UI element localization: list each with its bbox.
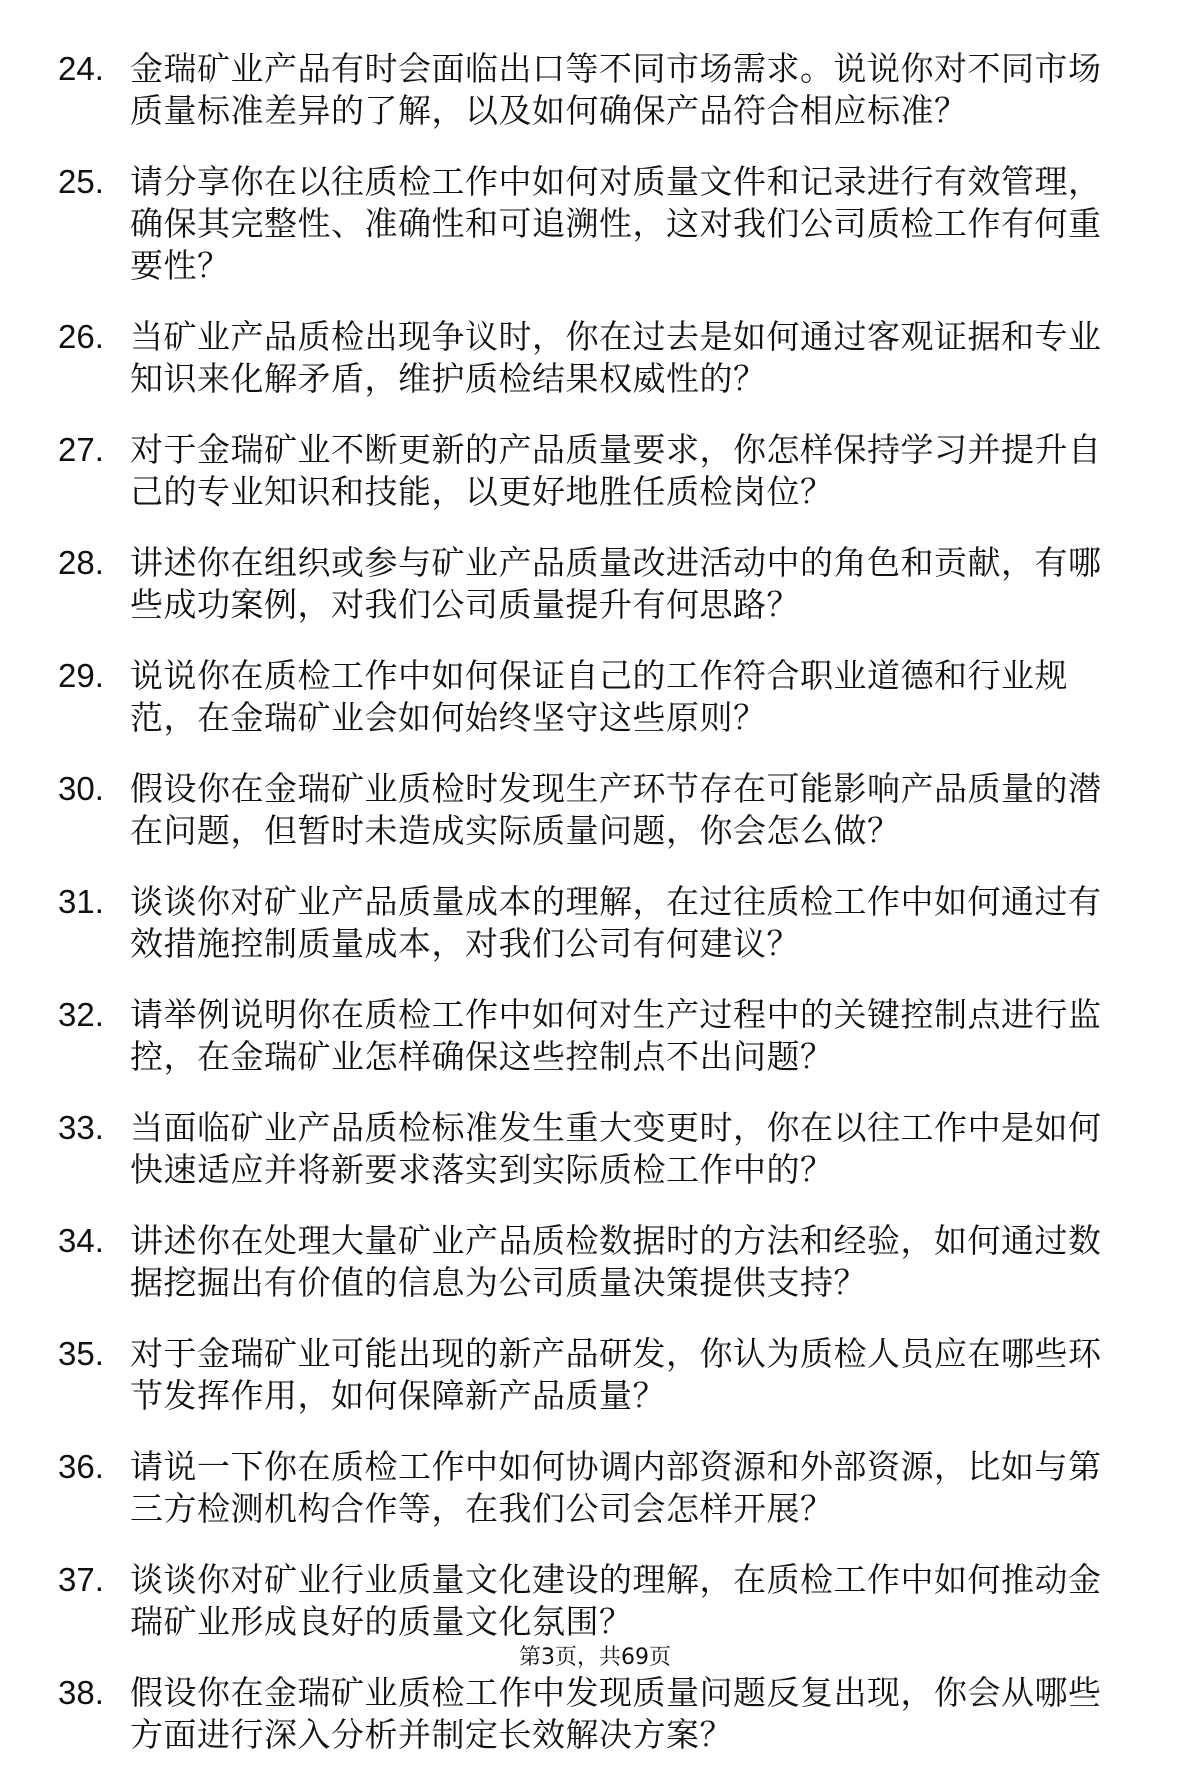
question-item (0, 316, 1190, 400)
question-number: 36. (58, 1448, 104, 1485)
question-text: 当矿业产品质检出现争议时，你在过去是如何通过客观证据和专业知识来化解矛盾，维护质检结果权威性的？ (130, 317, 1102, 398)
question-text: 请说一下你在质检工作中如何协调内部资源和外部资源，比如与第三方检测机构合作等，在我们公司会怎样开展？ (130, 1447, 1102, 1528)
question-number: 29. (58, 657, 104, 694)
question-text: 谈谈你对矿业产品质量成本的理解，在过往质检工作中如何通过有效措施控制质量成本，对我们公司有何建议？ (130, 882, 1102, 963)
question-number: 38. (58, 1674, 104, 1711)
question-number: 26. (58, 318, 104, 355)
question-text: 请分享你在以往质检工作中如何对质量文件和记录进行有效管理，确保其完整性、准确性和可追溯性，这对我们公司质检工作有何重要性？ (130, 162, 1102, 285)
question-text: 谈谈你对矿业行业质量文化建设的理解，在质检工作中如何推动金瑞矿业形成良好的质量文化氛围？ (130, 1560, 1102, 1641)
question-number: 28. (58, 544, 104, 581)
question-number: 32. (58, 996, 104, 1033)
question-text: 讲述你在组织或参与矿业产品质量改进活动中的角色和贡献，有哪些成功案例，对我们公司质量提升有何思路？ (130, 543, 1102, 624)
question-text: 说说你在质检工作中如何保证自己的工作符合职业道德和行业规范，在金瑞矿业会如何始终坚守这些原则？ (130, 656, 1068, 737)
question-number: 24. (58, 50, 104, 87)
question-item (0, 881, 1190, 965)
question-text: 当面临矿业产品质检标准发生重大变更时，你在以往工作中是如何快速适应并将新要求落实到实际质检工作中的？ (130, 1108, 1102, 1189)
question-number: 33. (58, 1109, 104, 1146)
question-item (0, 161, 1190, 287)
question-number: 34. (58, 1222, 104, 1259)
question-item (0, 655, 1190, 739)
question-text: 假设你在金瑞矿业质检时发现生产环节存在可能影响产品质量的潜在问题，但暂时未造成实际质量问题，你会怎么做？ (130, 769, 1102, 850)
question-item (0, 1672, 1190, 1756)
question-item (0, 542, 1190, 626)
question-number: 30. (58, 770, 104, 807)
question-text: 金瑞矿业产品有时会面临出口等不同市场需求。说说你对不同市场质量标准差异的了解，以及如何确保产品符合相应标准？ (130, 49, 1102, 130)
page-footer: 第3页，共69页 (519, 1645, 671, 1670)
question-item (0, 1559, 1190, 1643)
question-item (0, 994, 1190, 1078)
question-item (0, 1333, 1190, 1417)
question-text: 请举例说明你在质检工作中如何对生产过程中的关键控制点进行监控，在金瑞矿业怎样确保这些控制点不出问题？ (130, 995, 1102, 1076)
question-number: 27. (58, 431, 104, 468)
question-item (0, 429, 1190, 513)
question-number: 31. (58, 883, 104, 920)
question-text: 假设你在金瑞矿业质检工作中发现质量问题反复出现，你会从哪些方面进行深入分析并制定长效解决方案？ (130, 1673, 1102, 1754)
question-number: 37. (58, 1561, 104, 1598)
question-item (0, 768, 1190, 852)
question-text: 对于金瑞矿业可能出现的新产品研发，你认为质检人员应在哪些环节发挥作用，如何保障新产品质量？ (130, 1334, 1102, 1415)
question-list (0, 48, 1190, 1785)
question-text: 讲述你在处理大量矿业产品质检数据时的方法和经验，如何通过数据挖掘出有价值的信息为公司质量决策提供支持？ (130, 1221, 1102, 1302)
question-item (0, 48, 1190, 132)
question-item (0, 1107, 1190, 1191)
question-number: 25. (58, 163, 104, 200)
question-item (0, 1220, 1190, 1304)
question-item (0, 1446, 1190, 1530)
question-number: 35. (58, 1335, 104, 1372)
question-text: 对于金瑞矿业不断更新的产品质量要求，你怎样保持学习并提升自己的专业知识和技能，以更好地胜任质检岗位？ (130, 430, 1102, 511)
